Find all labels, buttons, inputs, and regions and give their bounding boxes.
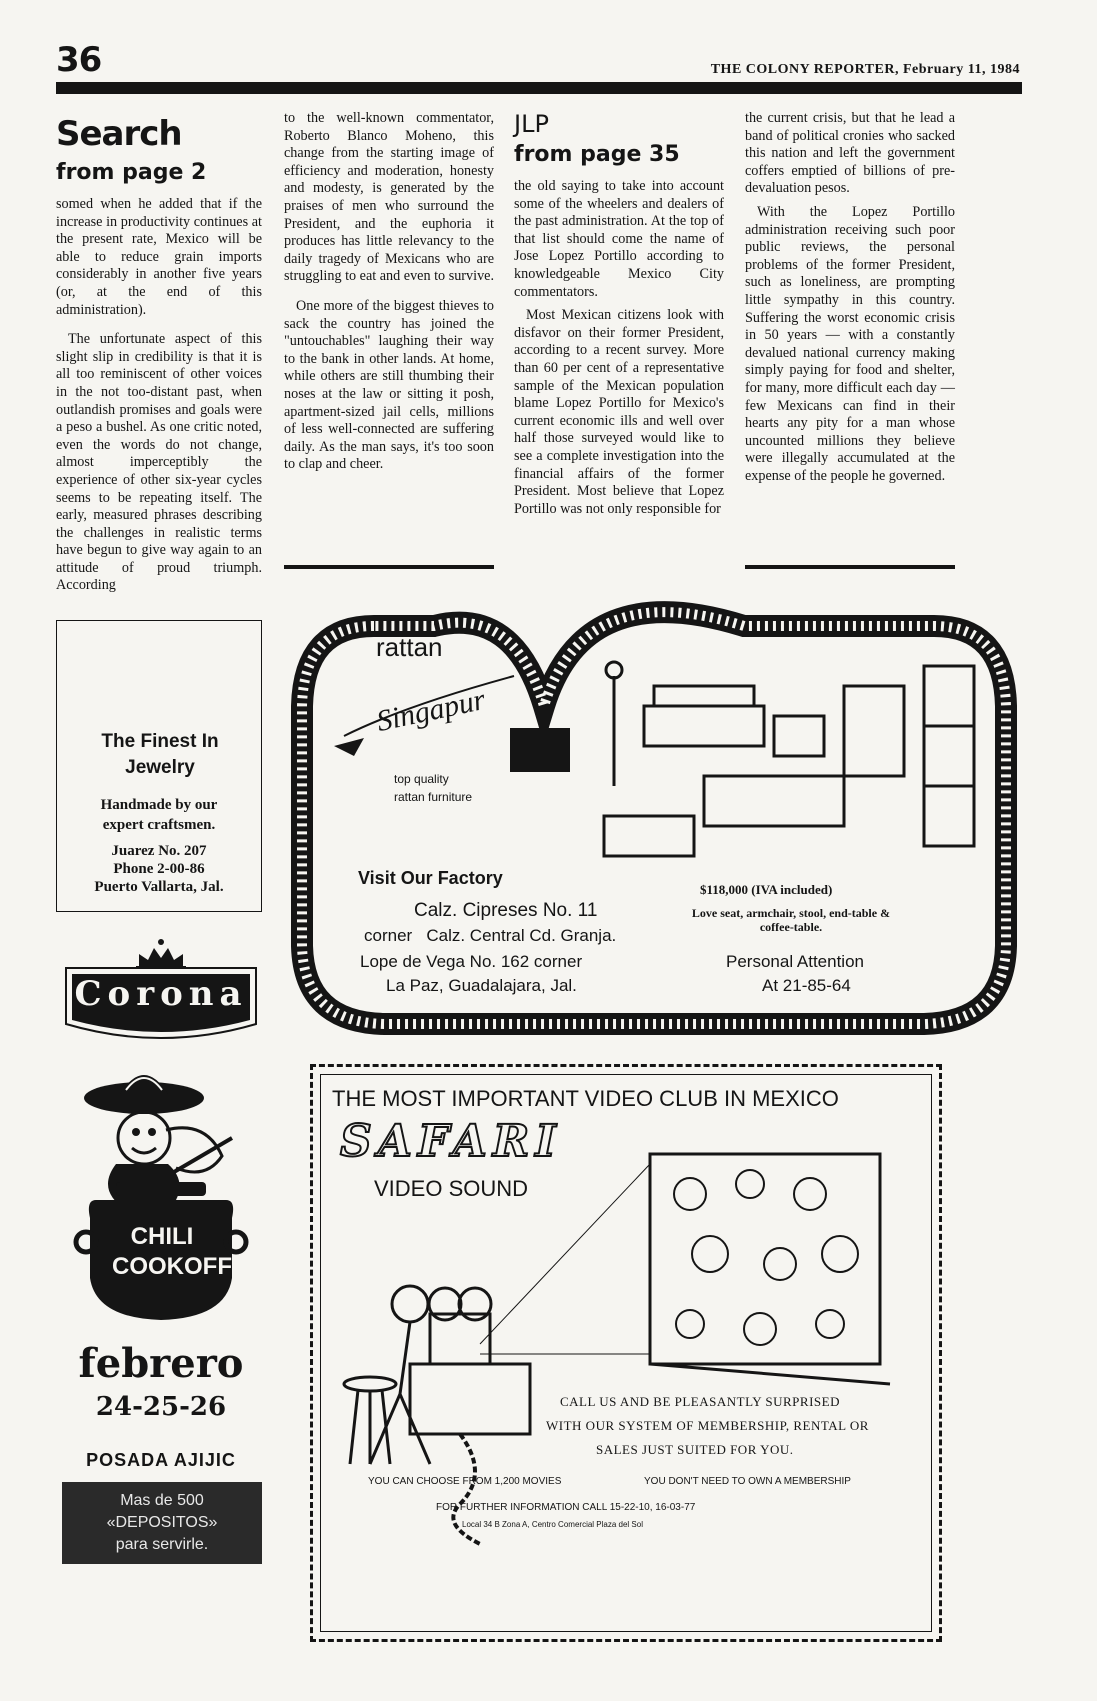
- jewelry-line-1: Handmade by our: [100, 797, 218, 813]
- jlp-col4-para1: the current crisis, but that he lead a band of political cronies who sacked this nation and left the government coffers emptied of billions of pre-devaluation pesos.: [745, 110, 955, 197]
- furniture-illustration: [604, 662, 974, 856]
- video-local: Local 34 B Zona A, Centro Comercial Plaza del Sol: [462, 1520, 643, 1529]
- jlp-col3-para1: the old saying to take into account some of the wheelers and dealers of the past administration. At the top of that list should come the name of Jose Lopez Portillo according to knowledgeable Mexico City commentators.: [514, 178, 724, 300]
- video-info: FOR FURTHER INFORMATION CALL 15-22-10, 16-03-77: [436, 1502, 696, 1513]
- video-membership: YOU DON'T NEED TO OWN A MEMBERSHIP: [644, 1476, 851, 1487]
- corona-brand: Corona: [74, 974, 248, 1014]
- rattan-items: Love seat, armchair, stool, end-table & coffee-table.: [691, 906, 891, 934]
- rattan-word: rattan: [376, 632, 443, 662]
- page-number: 36: [56, 40, 102, 80]
- corona-dates: 24-25-26: [95, 1392, 227, 1422]
- rattan-tagline-1: top quality: [394, 772, 449, 786]
- video-call-3: SALES JUST SUITED FOR YOU.: [596, 1442, 794, 1457]
- jewelry-ad: [56, 620, 262, 912]
- cartoon-characters: [674, 1170, 858, 1345]
- video-brand: SAFARI: [340, 1116, 562, 1167]
- column-4-end-rule: [745, 565, 955, 569]
- corona-banner-line-1: Mas de 500: [120, 1492, 204, 1509]
- rattan-script: Singapur: [373, 682, 489, 739]
- corona-venue: POSADA AJIJIC: [86, 1450, 236, 1470]
- search-subhead: from page 2: [56, 160, 207, 185]
- video-sub: VIDEO SOUND: [374, 1176, 529, 1201]
- search-col2-para1: to the well-known commentator, Roberto Blanco Moheno, this change from the starting image of efficiency and moderation, honesty and modesty, is generated by the praises of men who surround the President, and the euphoria it produces has little relevancy to the daily tragedy of Mexicans who are struggling to eat and even to survive.: [284, 110, 495, 285]
- search-col2-para2: One more of the biggest thieves to sack the country has joined the "untouchables" laughing their way to the bank in other lands. At home, while others are still thumbing their noses at the law or sitting it posh, apartment-sized jail cells, millions of less well-connected are suffering daily. As the man says, it's too soon to clap and cheer.: [284, 297, 494, 473]
- search-headline: Search: [56, 114, 182, 154]
- rattan-address-4: La Paz, Guadalajara, Jal.: [386, 976, 577, 995]
- video-movies: YOU CAN CHOOSE FROM 1,200 MOVIES: [368, 1476, 562, 1487]
- rattan-attention: Personal Attention: [726, 952, 864, 971]
- jlp-column-4: [745, 110, 955, 491]
- rattan-address-3: Lope de Vega No. 162 corner: [360, 952, 583, 971]
- corona-banner: [62, 1482, 262, 1564]
- corona-ad: [56, 930, 266, 1630]
- jlp-headline: JLP: [514, 110, 549, 138]
- jewelry-title: The Finest In Jewelry: [101, 731, 219, 778]
- rattan-visit: Visit Our Factory: [358, 868, 503, 888]
- jewelry-city: Puerto Vallarta, Jal.: [94, 879, 224, 895]
- projector-illustration: [310, 1144, 942, 1564]
- search-col1-para1: somed when he added that if the increase in productivity continues at the present rate, Mexico will be able to reduce grain imports considerably in another five years (or, at the end of this administration).: [56, 196, 262, 318]
- rattan-phone: At 21-85-64: [762, 976, 851, 995]
- jlp-subhead: from page 35: [514, 142, 680, 167]
- column-2-end-rule: [284, 565, 494, 569]
- video-club-ad: [310, 1064, 942, 1642]
- search-column-2: [284, 110, 494, 480]
- masthead: THE COLONY REPORTER, February 11, 1984: [710, 62, 1020, 77]
- rattan-address-1: Calz. Cipreses No. 11: [414, 900, 598, 921]
- rattan-tagline-2: rattan furniture: [394, 790, 473, 804]
- corona-month: febrero: [78, 1340, 244, 1387]
- jewelry-phone: Phone 2-00-86: [113, 861, 205, 877]
- jlp-col3-para2: Most Mexican citizens look with disfavor on their former President, according to a recent survey. More than 60 per cent of a representative sample of the Mexican population blame Lopez Portillo for Mexico's current economic ills and well over half those surveyed would like to see a complete investigation into the financial affairs of the former President. Most believe that Lopez Portillo was not only responsible for: [514, 307, 724, 517]
- jlp-col4-para2: With the Lopez Portillo administration receiving such poor public reviews, the personal problems of the former President, such as loneliness, are prompting little sympathy in this country. Suffering the worst economic crisis in 50 years — with a constantly devalued national currency making simply paying for food and shelter, for many, more difficult each day — few Mexicans can find in their hearts any pity for a man whose uncounted millions they believe were illegally accumulated at the expense of the people he governed.: [745, 203, 955, 484]
- video-headline: THE MOST IMPORTANT VIDEO CLUB IN MEXICO: [332, 1086, 839, 1111]
- rattan-ad: [284, 586, 1022, 1036]
- search-col1-para2: The unfortunate aspect of this slight slip in credibility is that it is all too reminiscent of other voices in the not too-distant past, when outlandish promises and goals were a peso a bushel. As one critic noted, even the words do not change, almost imperceptibly the experience of other six-year cycles seems to be repeating itself. The early, measured phrases describing the challenges in realistic terms have begun to give way again to an attitude of proud triumph. According: [56, 331, 262, 594]
- jewelry-address: Juarez No. 207: [111, 843, 207, 859]
- search-column-1: [56, 196, 262, 601]
- rattan-price: $118,000 (IVA included): [700, 882, 833, 897]
- video-call-1: CALL US AND BE PLEASANTLY SURPRISED: [560, 1394, 840, 1409]
- video-call-2: WITH OUR SYSTEM OF MEMBERSHIP, RENTAL OR: [546, 1418, 869, 1433]
- corona-banner-line-3: para servirle.: [115, 1536, 209, 1553]
- rattan-address-2: corner Calz. Central Cd. Granja.: [364, 926, 617, 945]
- chili-cookoff-title: CHILI COOKOFF: [112, 1223, 232, 1280]
- jewelry-line-2: expert craftsmen.: [102, 817, 216, 833]
- header-rule: [56, 82, 1022, 94]
- corona-banner-line-2: «DEPOSITOS»: [106, 1514, 218, 1531]
- jlp-column-3: [514, 178, 724, 524]
